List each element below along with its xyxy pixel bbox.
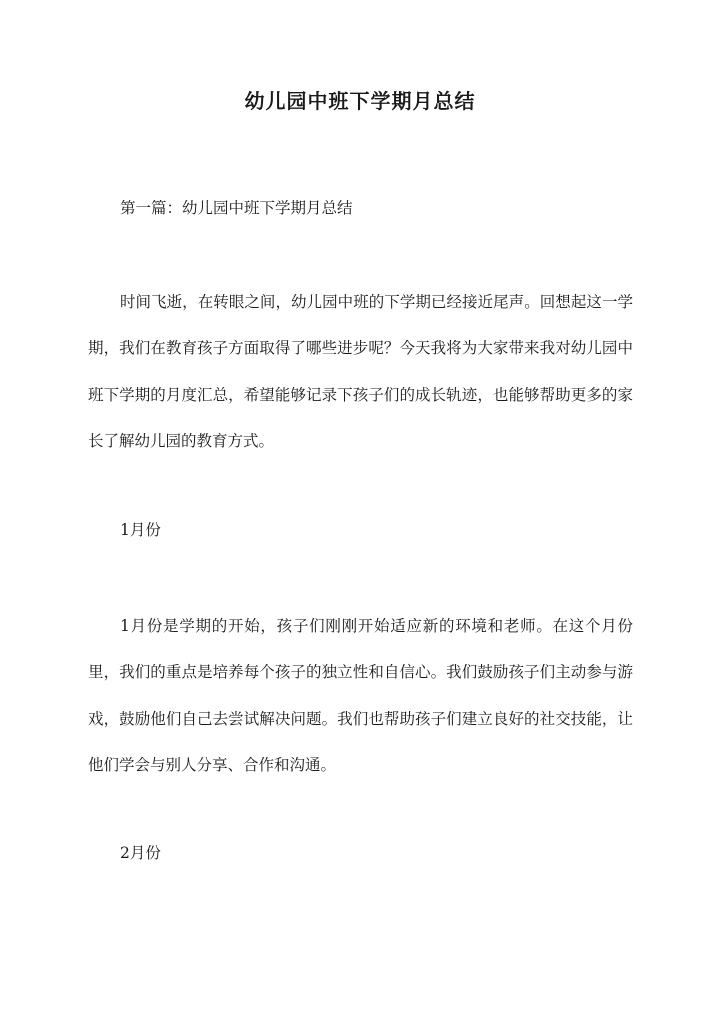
month-heading-february: 2月份 (120, 844, 161, 862)
intro-paragraph: 时间飞逝，在转眼之间，幼儿园中班的下学期已经接近尾声。回想起这一学期，我们在教育孩子方面取得了哪些进步呢？今天我将为大家带来我对幼儿园中班下学期的月度汇总，希望能够记录下孩子们的成长轨迹，也能够帮助更多的家长了解幼儿园的教育方式。 (88, 293, 633, 450)
document-title: 幼儿园中班下学期月总结 (244, 89, 476, 113)
section-heading: 第一篇：幼儿园中班下学期月总结 (120, 199, 353, 217)
month-paragraph-january: 1月份是学期的开始，孩子们刚刚开始适应新的环境和老师。在这个月份里，我们的重点是培养每个孩子的独立性和自信心。我们鼓励孩子们主动参与游戏，鼓励他们自己去尝试解决问题。我们也帮助孩子们建立良好的社交技能，让他们学会与别人分享、合作和沟通。 (88, 617, 633, 774)
month-heading-january: 1月份 (120, 521, 161, 539)
